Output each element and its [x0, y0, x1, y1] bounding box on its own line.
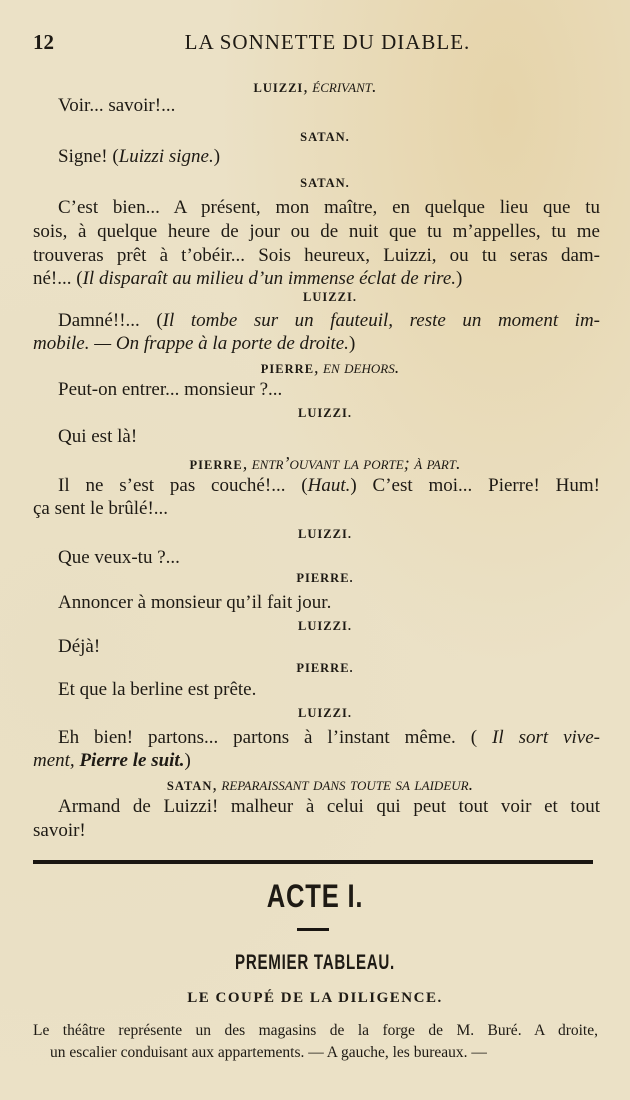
speaker-heading — [0, 130, 630, 146]
stage-direction: Pierre le suit. — [79, 750, 185, 771]
dialogue-line: Déjà! — [58, 636, 101, 657]
short-divider — [297, 928, 329, 931]
speaker-name: PIERRE — [189, 458, 243, 472]
dialogue-line — [58, 475, 600, 497]
dialogue-line: sois, à quelque heure de jour ou de nuit que tu m’appelles, tu me — [33, 221, 600, 242]
stage-direction: Il tombe sur un fauteuil, reste un moment im- — [162, 310, 600, 331]
speaker-name: LUIZZI. — [303, 290, 357, 304]
dialogue-line: Armand de Luizzi! malheur à celui qui peut tout voir et tout — [58, 796, 600, 817]
stage-direction: Luizzi signe. — [118, 146, 214, 167]
speaker-heading — [0, 453, 630, 474]
dialogue-line: Voir... savoir!... — [58, 95, 176, 116]
speaker-name: PIERRE. — [296, 661, 354, 675]
speaker-heading — [0, 76, 630, 97]
stage-direction: , reparaissant dans toute sa laideur. — [212, 774, 474, 794]
text: ) C’est moi... Pierre! Hum! — [350, 475, 600, 496]
setting-description-line: un escalier conduisant aux appartements. — A gauche, les bureaux. — — [50, 1044, 487, 1061]
speaker-heading — [0, 571, 630, 587]
speaker-heading — [0, 706, 630, 722]
page-header — [33, 30, 602, 58]
setting-description-line: Le théâtre représente un des magasins de la forge de M. Buré. A droite, — [33, 1022, 598, 1039]
dialogue-line: trouveras prêt à t’obéir... Sois heureux, Luizzi, ou tu seras dam- — [33, 245, 600, 266]
text: ) — [184, 750, 191, 771]
dialogue-line — [33, 268, 462, 290]
running-title: LA SONNETTE DU DIABLE. — [184, 30, 471, 54]
speaker-name: SATAN — [166, 779, 213, 793]
stage-direction: , en dehors. — [314, 357, 400, 377]
stage-direction: ment, — [33, 750, 80, 771]
speaker-name: SATAN. — [300, 176, 350, 190]
page-number: 12 — [33, 30, 54, 54]
speaker-heading — [0, 661, 630, 677]
stage-direction: , écrivant. — [303, 76, 377, 96]
stage-direction: Il disparaît au milieu d’un immense éclat de rire. — [82, 268, 457, 289]
dialogue-line — [33, 750, 191, 772]
speaker-heading — [0, 290, 630, 306]
speaker-name: SATAN. — [300, 130, 350, 144]
text: ) — [456, 268, 463, 289]
text: Eh bien! partons... partons à l’instant même. ( — [58, 727, 493, 748]
dialogue-line — [33, 333, 355, 355]
speaker-heading — [0, 619, 630, 635]
stage-direction: Haut. — [307, 475, 351, 496]
text: ) — [213, 146, 221, 167]
speaker-name: LUIZZI. — [298, 619, 352, 633]
stage-direction: mobile. — On frappe à la porte de droite. — [33, 333, 349, 354]
dialogue-line: Peut-on entrer... monsieur ?... — [58, 379, 283, 400]
setting-title: LE COUPÉ DE LA DILIGENCE. — [187, 990, 443, 1006]
text: Signe! ( — [58, 146, 119, 167]
speaker-name: PIERRE — [260, 362, 315, 376]
text: né!... ( — [33, 268, 83, 289]
speaker-name: LUIZZI. — [298, 706, 352, 720]
dialogue-line: ça sent le brûlé!... — [33, 498, 169, 519]
dialogue-line: Et que la berline est prête. — [58, 679, 257, 700]
speaker-name: LUIZZI — [253, 81, 304, 95]
speaker-heading — [0, 176, 630, 192]
dialogue-line: Que veux-tu ?... — [58, 547, 180, 568]
speaker-name: LUIZZI. — [298, 527, 352, 541]
dialogue-line: Qui est là! — [58, 426, 138, 447]
stage-direction: , entr’ouvant la porte; à part. — [242, 453, 461, 473]
tableau-title: PREMIER TABLEAU. — [235, 951, 395, 974]
dialogue-line — [58, 146, 220, 168]
speaker-name: LUIZZI. — [298, 406, 352, 420]
dialogue-line: savoir! — [33, 820, 86, 841]
text: Damné!!... ( — [58, 310, 163, 331]
dialogue-line — [58, 727, 600, 749]
act-title: ACTE I. — [266, 878, 364, 914]
dialogue-line: Annoncer à monsieur qu’il fait jour. — [58, 592, 332, 613]
section-divider — [33, 860, 593, 864]
text: ) — [348, 333, 356, 354]
speaker-name: PIERRE. — [296, 571, 354, 585]
speaker-heading — [0, 527, 630, 543]
speaker-heading — [0, 406, 630, 422]
dialogue-line — [58, 310, 600, 332]
dialogue-line: C’est bien... A présent, mon maître, en quelque lieu que tu — [58, 197, 600, 218]
speaker-heading — [0, 357, 630, 378]
stage-direction: Il sort vive- — [492, 727, 600, 748]
text: Il ne s’est pas couché!... ( — [58, 475, 308, 496]
speaker-heading — [0, 774, 630, 795]
